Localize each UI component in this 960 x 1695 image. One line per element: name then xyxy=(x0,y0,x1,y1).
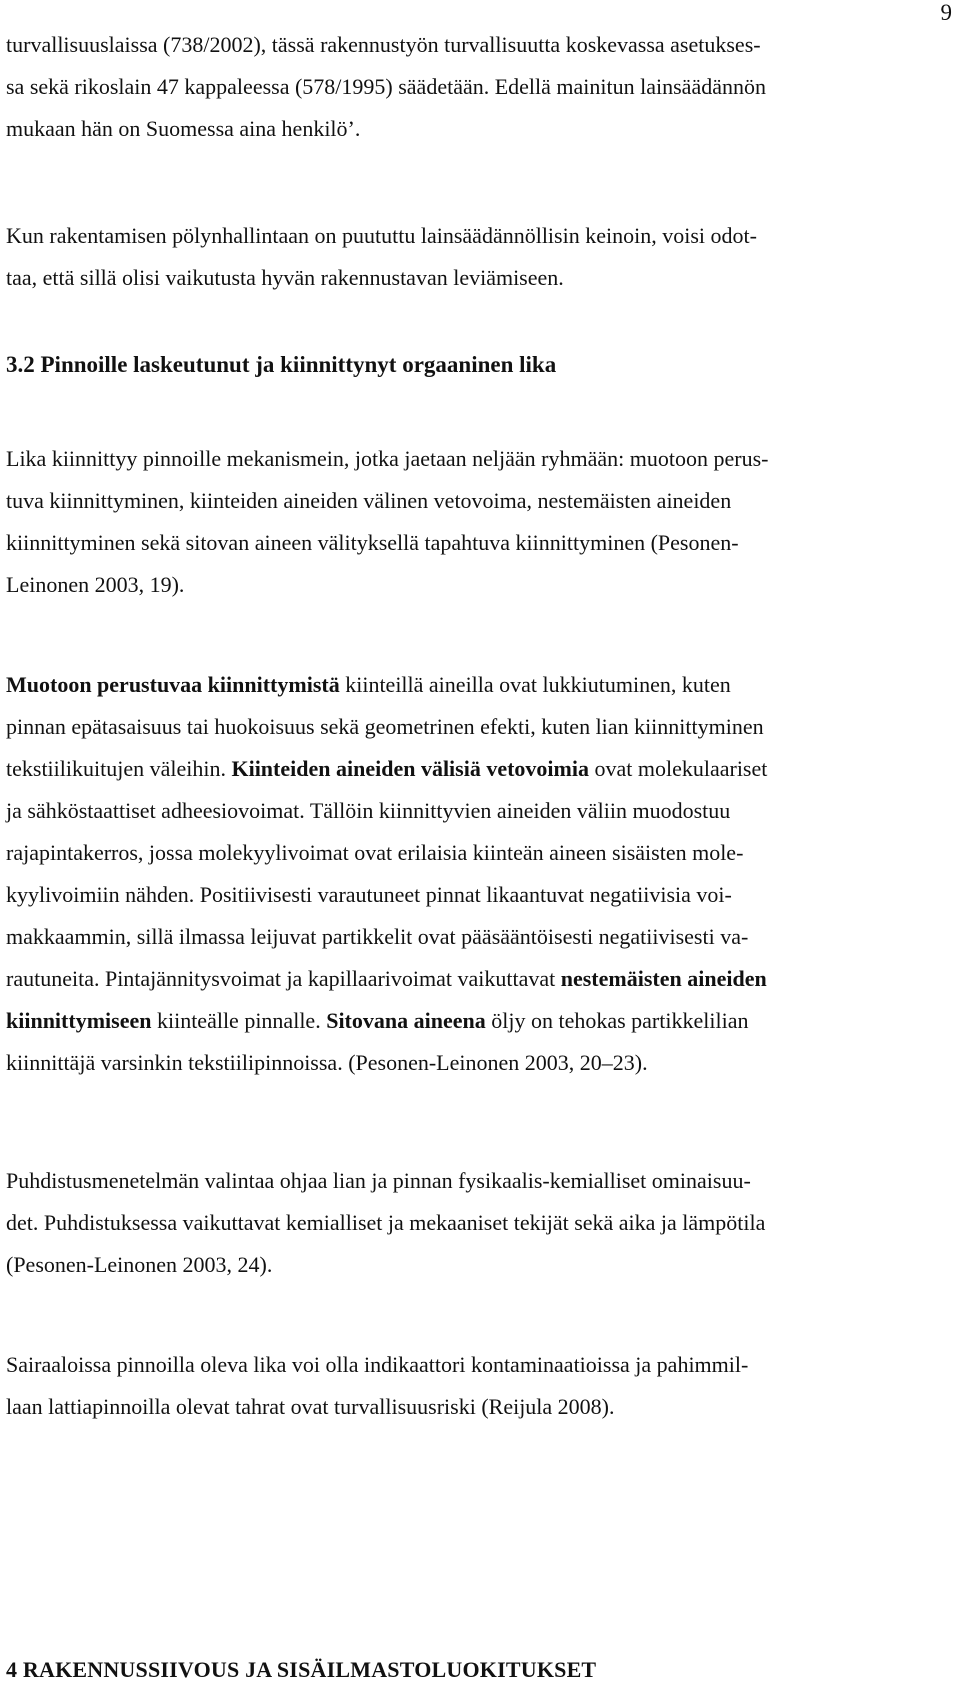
text-line: Sairaaloissa pinnoilla oleva lika voi olla indikaattori kontaminaatioissa ja pahimmil- xyxy=(6,1352,749,1377)
text-line: laan lattiapinnoilla olevat tahrat ovat turvallisuusriski (Reijula 2008). xyxy=(6,1394,615,1419)
text-line: ja sähköstaattiset adheesiovoimat. Tällöin kiinnittyvien aineiden väliin muodostuu xyxy=(6,798,731,823)
text-line: mukaan hän on Suomessa aina henkilö’. xyxy=(6,116,361,141)
text-span: rautuneita. Pintajännitysvoimat ja kapillaarivoimat vaikuttavat xyxy=(6,966,561,991)
text-line: rajapintakerros, jossa molekyylivoimat ovat erilaisia kiinteän aineen sisäisten mole- xyxy=(6,840,744,865)
text-span: tekstiilikuitujen väleihin. xyxy=(6,756,232,781)
page-number: 9 xyxy=(940,0,952,25)
text-line: turvallisuuslaissa (738/2002), tässä rakennustyön turvallisuutta koskevassa asetukses- xyxy=(6,32,761,57)
text-line: Lika kiinnittyy pinnoille mekanismein, jotka jaetaan neljään ryhmään: muotoon perus- xyxy=(6,446,769,471)
bold-term: Kiinteiden aineiden välisiä vetovoimia xyxy=(231,756,589,781)
text-line: kiinnittyminen sekä sitovan aineen välityksellä tapahtuva kiinnittyminen (Pesonen- xyxy=(6,530,739,555)
text-span: kiinteillä aineilla ovat lukkiutuminen, kuten xyxy=(339,672,731,697)
text-span: kiinteälle pinnalle. xyxy=(151,1008,327,1033)
text-line xyxy=(6,664,936,706)
text-line: pinnan epätasaisuus tai huokoisuus sekä geometrinen efekti, kuten lian kiinnittyminen xyxy=(6,714,764,739)
text-line: Kun rakentamisen pölynhallintaan on puututtu lainsäädännöllisin keinoin, voisi odot- xyxy=(6,223,757,248)
text-line: Leinonen 2003, 19). xyxy=(6,572,185,597)
bold-term: Sitovana aineena xyxy=(326,1008,486,1033)
text-line: (Pesonen-Leinonen 2003, 24). xyxy=(6,1252,273,1277)
paragraph-hospitals xyxy=(6,1344,936,1428)
bold-term: Muotoon perustuvaa kiinnittymistä xyxy=(6,672,340,697)
paragraph-attachment-types xyxy=(6,664,936,1084)
next-chapter-heading: 4 RAKENNUSSIIVOUS JA SISÄILMASTOLUOKITUKSET xyxy=(6,1657,597,1682)
bold-term: nestemäisten aineiden xyxy=(560,966,767,991)
text-span: ovat molekulaariset xyxy=(588,756,768,781)
paragraph-intro xyxy=(6,24,936,150)
bold-term: kiinnittymiseen xyxy=(6,1008,152,1033)
text-line xyxy=(6,748,936,790)
paragraph-cleaning-method xyxy=(6,1160,936,1286)
section-heading: 3.2 Pinnoille laskeutunut ja kiinnittynyt orgaaninen lika xyxy=(6,352,557,377)
text-line: taa, että sillä olisi vaikutusta hyvän rakennustavan leviämiseen. xyxy=(6,265,564,290)
text-line xyxy=(6,1000,936,1042)
text-line: kyylivoimiin nähden. Positiivisesti varautuneet pinnat likaantuvat negatiivisia voi- xyxy=(6,882,732,907)
paragraph-legislation xyxy=(6,215,936,299)
text-line: tuva kiinnittyminen, kiinteiden aineiden välinen vetovoima, nestemäisten aineiden xyxy=(6,488,732,513)
text-line: Puhdistusmenetelmän valintaa ohjaa lian ja pinnan fysikaalis-kemialliset ominaisuu- xyxy=(6,1168,751,1193)
text-line: sa sekä rikoslain 47 kappaleessa (578/1995) säädetään. Edellä mainitun lainsäädännön xyxy=(6,74,766,99)
text-line: makkaammin, sillä ilmassa leijuvat partikkelit ovat pääsääntöisesti negatiivisesti va- xyxy=(6,924,749,949)
text-line xyxy=(6,958,936,1000)
text-line: det. Puhdistuksessa vaikuttavat kemialliset ja mekaaniset tekijät sekä aika ja lämpötila xyxy=(6,1210,766,1235)
text-span: öljy on tehokas partikkelilian xyxy=(485,1008,749,1033)
paragraph-mechanisms xyxy=(6,438,936,606)
text-line: kiinnittäjä varsinkin tekstiilipinnoissa. (Pesonen-Leinonen 2003, 20–23). xyxy=(6,1050,648,1075)
